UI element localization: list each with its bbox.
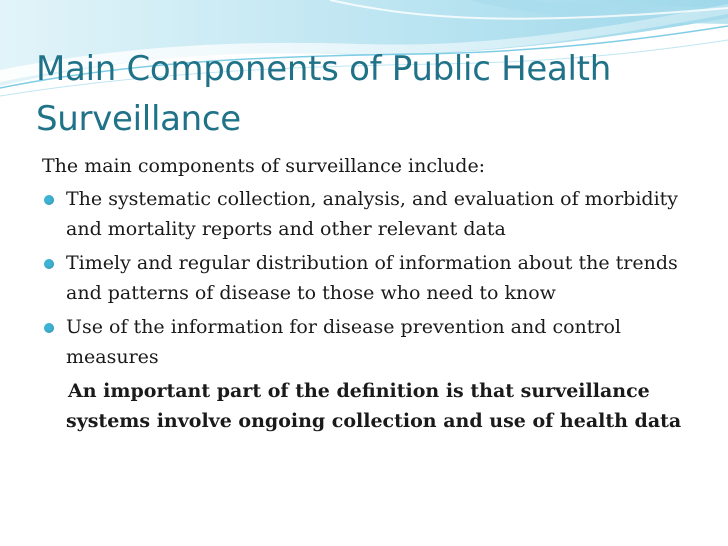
slide-body xyxy=(42,153,682,436)
round-bullet-icon xyxy=(44,323,54,333)
emphasis-text: An important part of the definition is that surveillance systems involve ongoing collection and use of health data xyxy=(66,380,682,432)
list-item-text: Timely and regular distribution of information about the trends and patterns of disease to those who need to know xyxy=(66,252,678,304)
list-item xyxy=(42,184,682,244)
page-title: Main Components of Public Health Surveillance xyxy=(36,49,611,139)
list-item xyxy=(42,312,682,372)
list-item-text: Use of the information for disease prevention and control measures xyxy=(66,316,621,368)
list-item xyxy=(42,248,682,308)
bullet-list xyxy=(42,184,682,372)
list-item-text: The systematic collection, analysis, and evaluation of morbidity and mortality reports and other relevant data xyxy=(66,188,679,240)
round-bullet-icon xyxy=(44,195,54,205)
round-bullet-icon xyxy=(44,259,54,269)
intro-text: The main components of surveillance include: xyxy=(42,155,486,177)
